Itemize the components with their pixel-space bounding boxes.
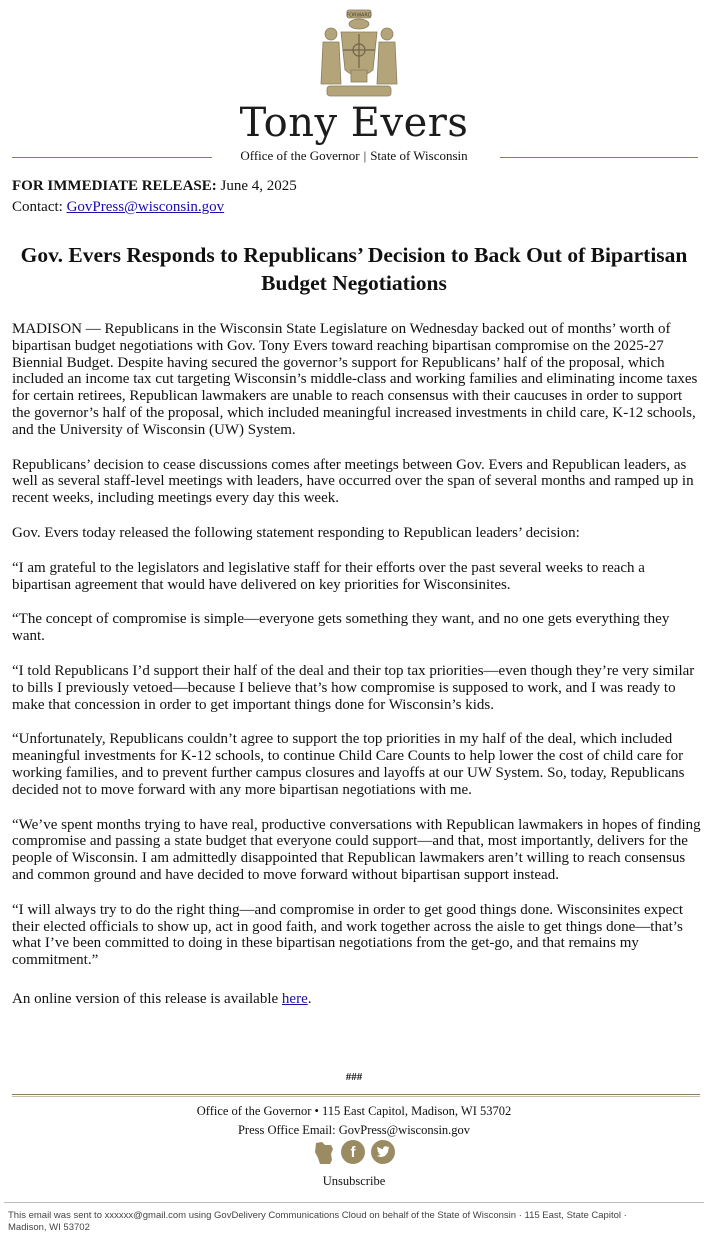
release-label: FOR IMMEDIATE RELEASE: — [12, 178, 217, 194]
office-left: Office of the Governor — [240, 148, 360, 163]
online-version-link[interactable]: here — [281, 990, 308, 1007]
paragraph: “Unfortunately, Republicans couldn’t agree to support the top priorities in my half of the deal, which included meaningful investments for K-12 schools, to continue Child Care Counts to help lower the cost of child care for working families, and to prevent further campus closures and layoffs at our UW System. So, today, Republicans decided not to move forward with any more bipartisan negotiations with me. — [12, 731, 685, 798]
govdelivery-notice: This email was sent to xxxxxx@gmail.com using GovDelivery Communications Cloud on behalf of the State of Wisconsin · 115 East, State Capitol · Madison, WI 53702 — [8, 1210, 627, 1233]
office-right: State of Wisconsin — [370, 148, 468, 163]
footer-press-email: Press Office Email: GovPress@wisconsin.gov — [237, 1123, 471, 1137]
facebook-glyph: f — [350, 1143, 356, 1161]
online-suffix: . — [307, 990, 312, 1007]
twitter-bird-icon — [376, 1146, 390, 1158]
contact-email-link[interactable]: GovPress@wisconsin.gov — [66, 199, 225, 215]
footer-contact — [0, 1102, 708, 1140]
paragraph: “I will always try to do the right thing—and compromise in order to get good things done. Wisconsinites expect their elected officials to show up, act in good faith, and work together across the aisle to get things done—that’s what I’ve been committed to doing in these bipartisan negotiations from the get-go, and that remains my commitment.” — [12, 901, 684, 969]
paragraph: Republicans’ decision to cease discussions comes after meetings between Gov. Evers and Republican leaders, as well as several staff-level meetings with leaders, have occurred over the span of several months and ramped up in recent weeks, including meetings every day this week. — [12, 456, 694, 507]
release-date: June 4, 2025 — [220, 178, 297, 194]
contact-label: Contact: — [12, 199, 63, 215]
wisconsin-seal-icon — [313, 8, 405, 102]
facebook-icon[interactable] — [341, 1140, 365, 1164]
social-links — [0, 1140, 708, 1166]
wisconsin-map-icon[interactable] — [313, 1140, 335, 1166]
unsubscribe-link[interactable]: Unsubscribe — [322, 1174, 386, 1188]
letterhead — [0, 0, 708, 172]
paragraph: “The concept of compromise is simple—everyone gets something they want, and no one gets everything they want. — [12, 611, 670, 645]
release-meta — [12, 176, 297, 218]
footer-divider — [12, 1094, 700, 1095]
paragraph: MADISON — Republicans in the Wisconsin State Legislature on Wednesday backed out of months’ worth of bipartisan budget negotiations with Gov. Tony Evers toward reaching bipartisan compromise on the 2025-27 Biennial Budget. Despite having secured the governor’s support for Republicans’ half of the proposal, which included an income tax cut targeting Wisconsin’s middle-class and working families and eliminating income taxes for certain retirees, Republican lawmakers are unable to reach consensus with their caucuses in order to support the governor’s half of the proposal, which included meaningful increased investments in child care, K-12 schools, and the University of Wisconsin (UW) System. — [12, 321, 698, 438]
paragraph: Gov. Evers today released the following statement responding to Republican leaders’ decision: — [12, 524, 580, 541]
footer-divider-inner — [12, 1096, 700, 1097]
release-line — [12, 176, 297, 197]
press-release-headline: Gov. Evers Responds to Republicans’ Decision to Back Out of Bipartisan Budget Negotiations — [20, 243, 688, 295]
seal-banner-text: FORWARD — [346, 12, 372, 19]
office-line — [0, 148, 708, 164]
contact-line — [12, 197, 297, 218]
office-divider: | — [363, 148, 367, 163]
online-version-line — [12, 991, 702, 1008]
end-marker: ### — [345, 1071, 363, 1083]
release-body — [12, 321, 702, 1008]
online-prefix: An online version of this release is available — [12, 990, 282, 1007]
paragraph: “I am grateful to the legislators and legislative staff for their efforts over the past several weeks to reach a bipartisan agreement that would have delivered on key priorities for Wisconsinites. — [12, 559, 645, 593]
paragraph: “I told Republicans I’d support their half of the deal and their top tax priorities—even though they’re very similar to bills I previously vetoed—because I believe that’s how compromise is supposed to work, and I was ready to make that concession in order to get important things done for Wisconsin’s kids. — [12, 662, 695, 713]
govdelivery-divider — [4, 1202, 704, 1203]
paragraph: “We’ve spent months trying to have real, productive conversations with Republican lawmakers in hopes of finding compromise and passing a state budget that everyone could support—and that, most importantly, delivers for the people of Wisconsin. I am admittedly disappointed that Republican lawmakers aren’t willing to reach consensus and common ground and have decided to move forward without bipartisan support instead. — [12, 816, 701, 883]
twitter-icon[interactable] — [371, 1140, 395, 1164]
governor-name: Tony Evers — [239, 100, 469, 146]
unsubscribe-line — [0, 1174, 708, 1189]
footer-address: Office of the Governor • 115 East Capitol, Madison, WI 53702 — [196, 1104, 512, 1118]
